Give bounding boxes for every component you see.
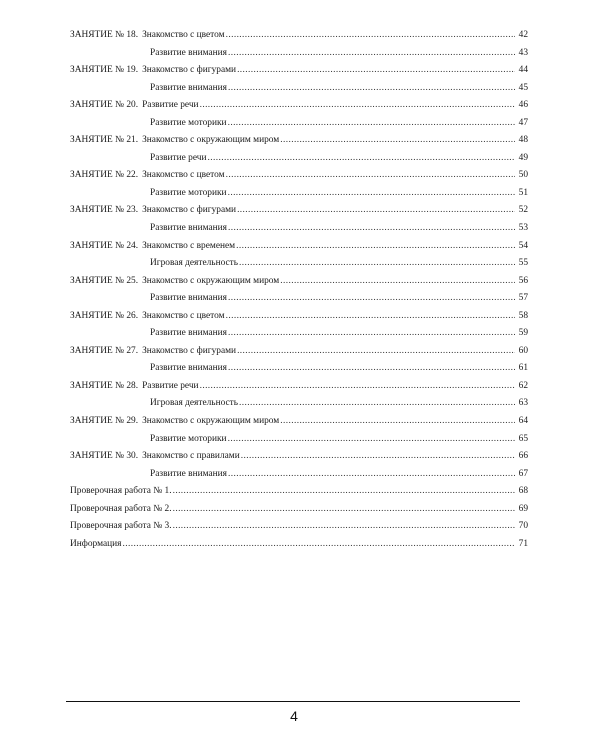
- toc-entry: [70, 308, 528, 326]
- toc-entry-title: Развитие внимания: [150, 223, 227, 234]
- toc-lesson-number: ЗАНЯТИЕ № 19.: [70, 65, 139, 76]
- dot-leader: [228, 80, 515, 98]
- toc-entry: [70, 202, 528, 220]
- toc-page-number: 59: [518, 328, 528, 339]
- toc-entry-title: Знакомство с цветом: [142, 170, 225, 181]
- toc-page-number: 42: [518, 30, 528, 40]
- toc-entry: [70, 132, 528, 150]
- toc-entry-title: Развитие внимания: [150, 82, 227, 93]
- dot-leader: [226, 167, 515, 185]
- table-of-contents: [70, 27, 528, 553]
- toc-entry: [70, 325, 528, 343]
- page-number: 4: [290, 708, 298, 724]
- toc-page-number: 62: [518, 380, 528, 391]
- toc-page-number: 51: [518, 187, 528, 198]
- toc-entry: [70, 220, 528, 238]
- dot-leader: [200, 97, 515, 115]
- toc-entry-title: Развитие внимания: [150, 47, 227, 58]
- dot-leader: [280, 413, 515, 431]
- dot-leader: [200, 378, 515, 396]
- toc-page-number: 63: [518, 398, 528, 409]
- toc-page-number: 55: [518, 258, 528, 269]
- toc-entry: [70, 413, 528, 431]
- dot-leader: [226, 308, 515, 326]
- dot-leader: [173, 501, 515, 519]
- toc-entry-title: Развитие моторики: [150, 433, 227, 444]
- toc-page-number: 69: [518, 503, 528, 514]
- toc-entry-title: Знакомство с окружающим миром: [142, 416, 280, 427]
- toc-page-number: 61: [518, 363, 528, 374]
- toc-page-number: 43: [518, 47, 528, 58]
- toc-entry: [70, 395, 528, 413]
- toc-page-number: 48: [518, 135, 528, 146]
- dot-leader: [237, 202, 515, 220]
- dot-leader: [226, 27, 515, 45]
- toc-entry: [70, 273, 528, 291]
- toc-entry-title: Развитие моторики: [150, 187, 227, 198]
- toc-page-number: 64: [518, 416, 528, 427]
- toc-entry: [70, 360, 528, 378]
- toc-entry-title: Проверочная работа № 2.: [70, 503, 172, 514]
- toc-entry-title: Информация: [70, 538, 122, 549]
- toc-entry-title: Развитие речи: [142, 380, 199, 391]
- toc-entry-title: Развитие внимания: [150, 328, 227, 339]
- toc-page-number: 65: [518, 433, 528, 444]
- toc-entry: [70, 378, 528, 396]
- toc-entry: [70, 448, 528, 466]
- toc-entry-title: Знакомство с фигурами: [142, 205, 237, 216]
- toc-entry: [70, 290, 528, 308]
- toc-entry-title: Игровая деятельность: [150, 258, 239, 269]
- toc-entry: [70, 97, 528, 115]
- dot-leader: [239, 255, 515, 273]
- toc-entry-title: Знакомство с цветом: [142, 310, 225, 321]
- toc-entry: [70, 501, 528, 519]
- toc-page-number: 44: [518, 65, 528, 76]
- toc-entry: [70, 536, 528, 554]
- toc-entry-title: Знакомство с правилами: [142, 451, 240, 462]
- toc-entry-title: Знакомство с временем: [142, 240, 236, 251]
- dot-leader: [228, 466, 515, 484]
- toc-entry-title: Развитие внимания: [150, 468, 227, 479]
- toc-entry: [70, 150, 528, 168]
- toc-entry-title: Развитие речи: [150, 152, 207, 163]
- toc-entry: [70, 115, 528, 133]
- dot-leader: [241, 448, 515, 466]
- toc-entry-title: Знакомство с фигурами: [142, 345, 237, 356]
- toc-entry-title: Знакомство с цветом: [142, 30, 225, 40]
- toc-lesson-number: ЗАНЯТИЕ № 27.: [70, 345, 139, 356]
- toc-entry: [70, 62, 528, 80]
- dot-leader: [228, 290, 515, 308]
- toc-page-number: 47: [518, 117, 528, 128]
- toc-entry-title: Проверочная работа № 3.: [70, 521, 172, 532]
- toc-page-number: 56: [518, 275, 528, 286]
- toc-entry: [70, 466, 528, 484]
- toc-page-number: 53: [518, 223, 528, 234]
- toc-page-number: 68: [518, 486, 528, 497]
- toc-entry: [70, 431, 528, 449]
- dot-leader: [228, 431, 515, 449]
- toc-entry-title: Развитие речи: [142, 100, 199, 111]
- dot-leader: [122, 536, 515, 554]
- dot-leader: [228, 325, 515, 343]
- toc-page-number: 57: [518, 293, 528, 304]
- toc-page-number: 71: [518, 538, 528, 549]
- toc-entry-title: Знакомство с фигурами: [142, 65, 237, 76]
- footer-rule: [66, 701, 520, 702]
- toc-page-number: 46: [518, 100, 528, 111]
- toc-page-number: 66: [518, 451, 528, 462]
- toc-entry: [70, 45, 528, 63]
- toc-lesson-number: ЗАНЯТИЕ № 29.: [70, 416, 139, 427]
- toc-lesson-number: ЗАНЯТИЕ № 28.: [70, 380, 139, 391]
- toc-entry-title: Развитие внимания: [150, 293, 227, 304]
- dot-leader: [237, 62, 515, 80]
- toc-page-number: 52: [518, 205, 528, 216]
- dot-leader: [228, 45, 515, 63]
- toc-entry: [70, 483, 528, 501]
- toc-lesson-number: ЗАНЯТИЕ № 18.: [70, 30, 139, 40]
- toc-page-number: 54: [518, 240, 528, 251]
- toc-lesson-number: ЗАНЯТИЕ № 22.: [70, 170, 139, 181]
- toc-lesson-number: ЗАНЯТИЕ № 26.: [70, 310, 139, 321]
- toc-lesson-number: ЗАНЯТИЕ № 24.: [70, 240, 139, 251]
- dot-leader: [228, 115, 515, 133]
- toc-entry: [70, 185, 528, 203]
- toc-lesson-number: ЗАНЯТИЕ № 20.: [70, 100, 139, 111]
- toc-entry: [70, 518, 528, 536]
- dot-leader: [228, 360, 515, 378]
- dot-leader: [173, 518, 515, 536]
- dot-leader: [239, 395, 515, 413]
- toc-page-number: 70: [518, 521, 528, 532]
- dot-leader: [173, 483, 515, 501]
- toc-entry-title: Знакомство с окружающим миром: [142, 275, 280, 286]
- toc-entry-title: Знакомство с окружающим миром: [142, 135, 280, 146]
- toc-entry-title: Проверочная работа № 1.: [70, 486, 172, 497]
- toc-lesson-number: ЗАНЯТИЕ № 25.: [70, 275, 139, 286]
- dot-leader: [237, 343, 515, 361]
- toc-page-number: 50: [518, 170, 528, 181]
- toc-page-number: 67: [518, 468, 528, 479]
- toc-page-number: 45: [518, 82, 528, 93]
- toc-page-number: 58: [518, 310, 528, 321]
- dot-leader: [228, 220, 515, 238]
- toc-lesson-number: ЗАНЯТИЕ № 30.: [70, 451, 139, 462]
- toc-entry-title: Игровая деятельность: [150, 398, 239, 409]
- dot-leader: [280, 132, 515, 150]
- toc-entry: [70, 238, 528, 256]
- toc-entry: [70, 27, 528, 45]
- toc-entry: [70, 255, 528, 273]
- dot-leader: [236, 238, 515, 256]
- toc-lesson-number: ЗАНЯТИЕ № 21.: [70, 135, 139, 146]
- toc-page-number: 49: [518, 152, 528, 163]
- toc-entry: [70, 167, 528, 185]
- toc-entry-title: Развитие внимания: [150, 363, 227, 374]
- toc-entry-title: Развитие моторики: [150, 117, 227, 128]
- dot-leader: [280, 273, 515, 291]
- toc-page-number: 60: [518, 345, 528, 356]
- dot-leader: [208, 150, 516, 168]
- toc-entry: [70, 343, 528, 361]
- toc-lesson-number: ЗАНЯТИЕ № 23.: [70, 205, 139, 216]
- toc-entry: [70, 80, 528, 98]
- dot-leader: [228, 185, 515, 203]
